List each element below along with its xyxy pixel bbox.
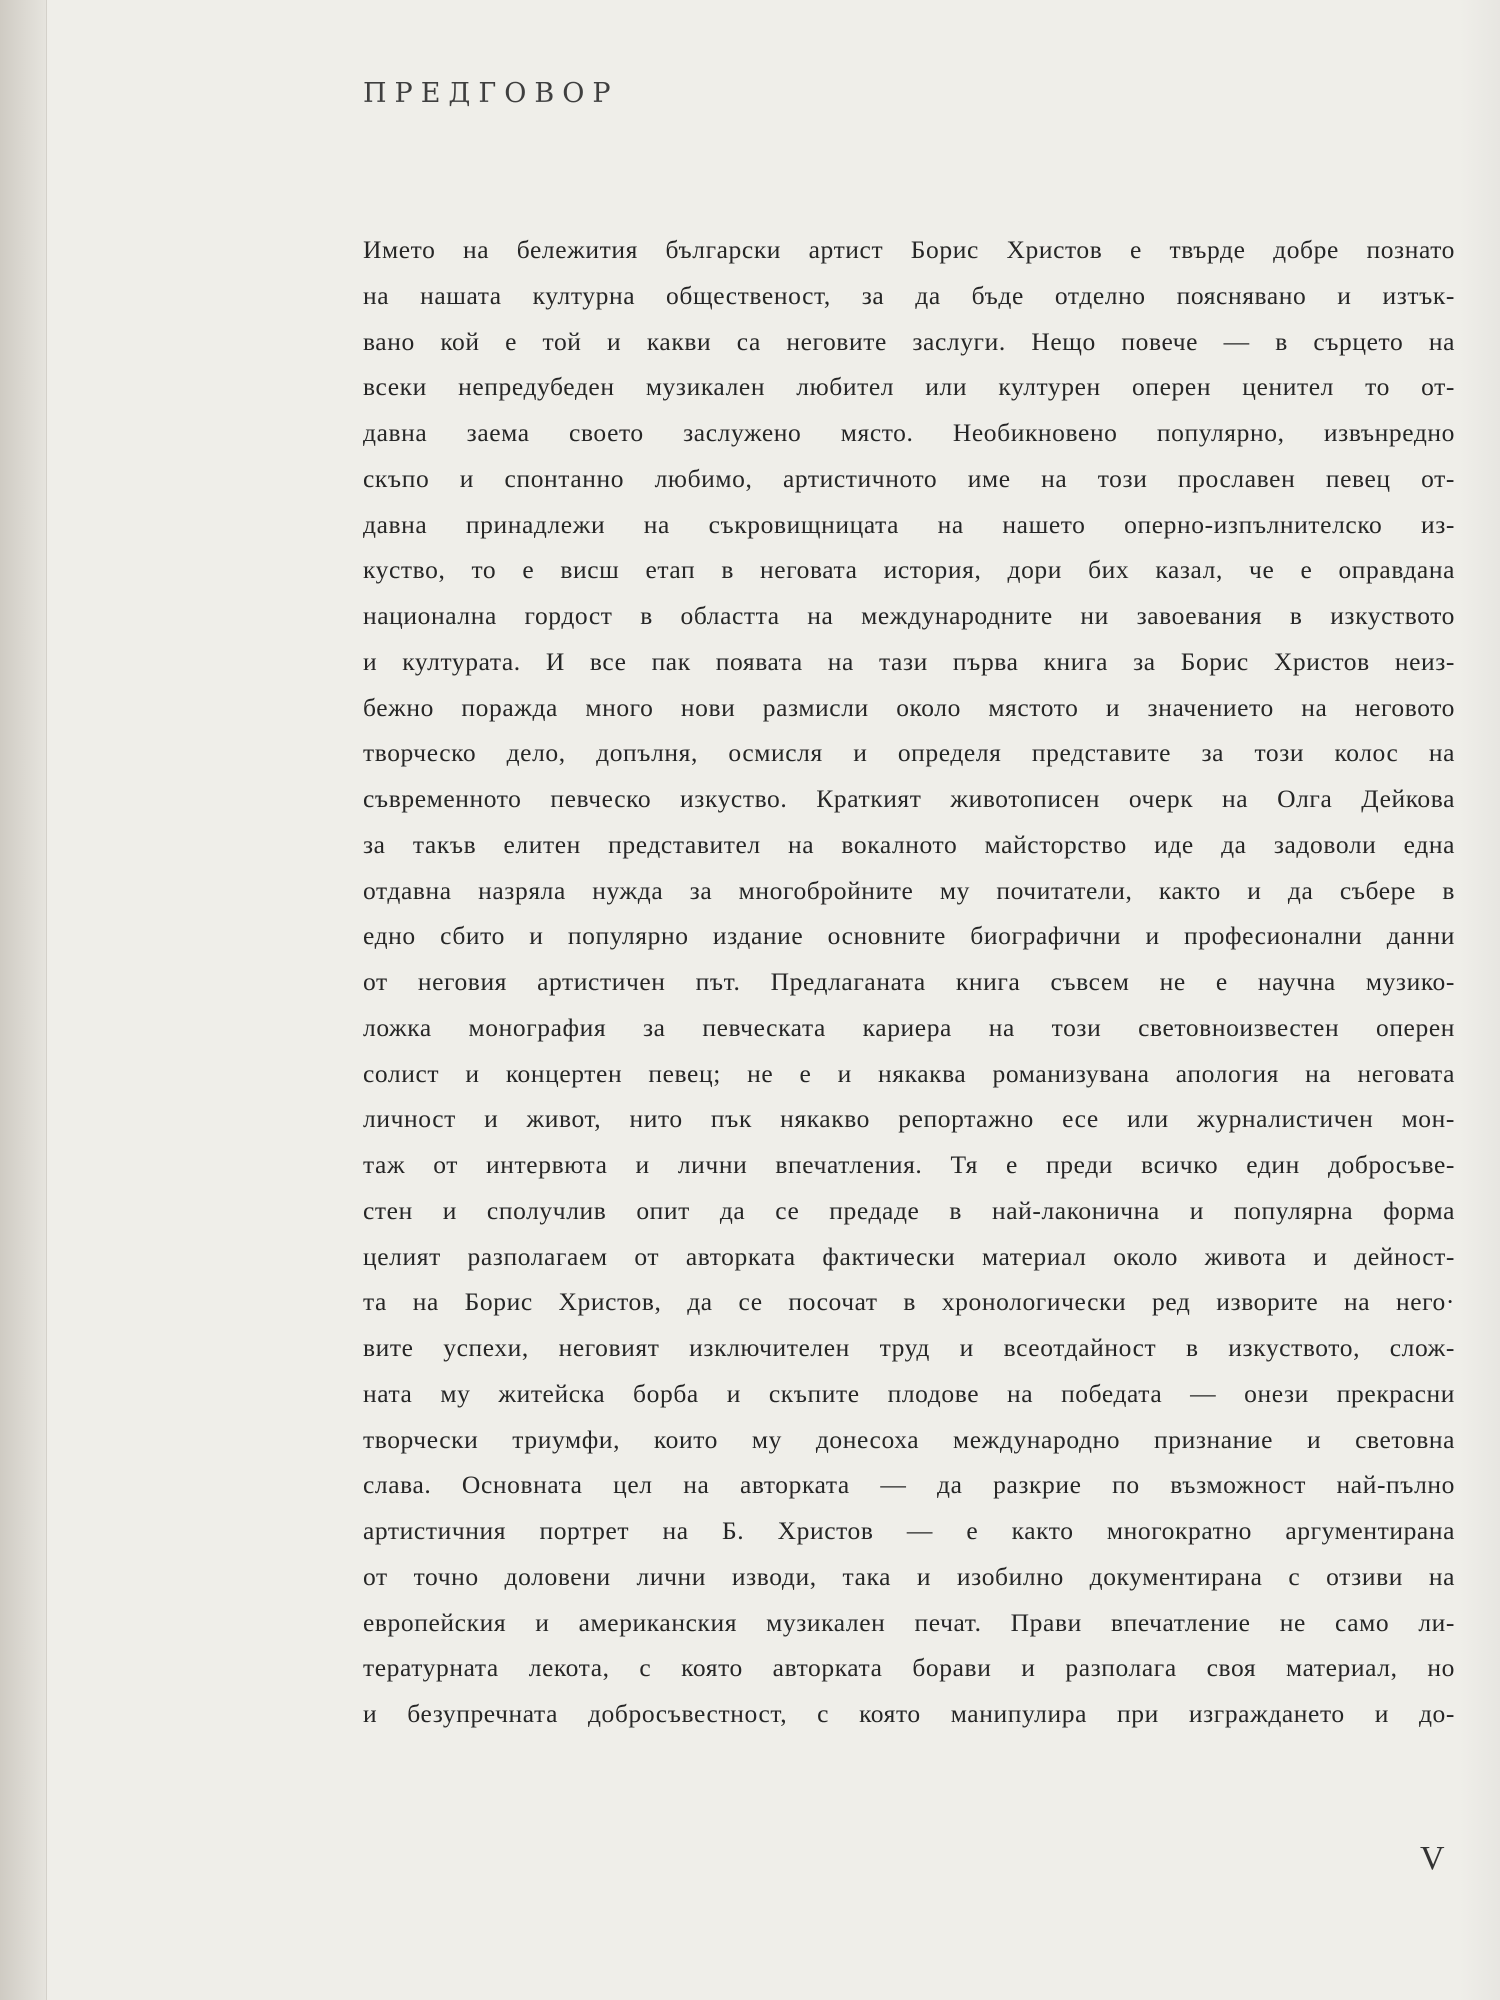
text-line: та на Борис Христов, да се посочат в хронологически ред изворите на него· <box>363 1287 1455 1317</box>
text-line: творчески триумфи, които му донесоха международно признание и световна <box>363 1424 1455 1454</box>
text-line: тературната лекота, с която авторката борави и разполага своя материал, но <box>363 1653 1455 1683</box>
text-line: солист и концертен певец; не е и някаква романизувана апология на неговата <box>363 1058 1455 1088</box>
text-line: вите успехи, неговият изключителен труд и всеотдайност в изкуството, слож- <box>363 1333 1455 1362</box>
text-line: от неговия артистичен път. Предлаганата книга съвсем не е научна музико- <box>363 967 1455 996</box>
text-line: и културата. И все пак появата на тази първа книга за Борис Христов неиз- <box>363 646 1455 676</box>
text-line: стен и сполучлив опит да се предаде в най-лаконична и популярна форма <box>363 1195 1455 1225</box>
text-line: на нашата културна общественост, за да бъде отделно пояснявано и изтък- <box>363 280 1455 310</box>
text-line: европейския и американския музикален печат. Прави впечатление не само ли- <box>363 1607 1455 1637</box>
text-line: давна принадлежи на съкровищницата на нашето оперно-изпълнителско из- <box>363 509 1455 539</box>
text-line: отдавна назряла нужда за многобройните му почитатели, както и да събере в <box>363 875 1455 905</box>
text-line: артистичния портрет на Б. Христов — е както многократно аргументирана <box>363 1516 1455 1545</box>
text-line: скъпо и спонтанно любимо, артистичното име на този прославен певец от- <box>363 463 1455 493</box>
text-line: съвременното певческо изкуство. Краткият животописен очерк на Олга Дейкова <box>363 784 1455 813</box>
text-line: целият разполагаем от авторката фактически материал около живота и дейност- <box>363 1241 1455 1271</box>
text-line: куство, то е висш етап в неговата история, дори бих казал, че е оправдана <box>363 555 1455 585</box>
text-line: и безупречната добросъвестност, с която манипулира при изграждането и до- <box>363 1699 1455 1728</box>
text-line: Името на бележития български артист Борис Христов е твърде добре познато <box>363 235 1455 264</box>
text-line: едно сбито и популярно издание основните биографични и професионални данни <box>363 921 1455 951</box>
text-line: давна заема своето заслужено място. Необикновено популярно, извънредно <box>363 418 1455 447</box>
text-line: вано кой е той и какви са неговите заслуги. Нещо повече — в сърцето на <box>363 326 1455 356</box>
text-line: таж от интервюта и лични впечатления. Тя е преди всичко един добросъве- <box>363 1150 1455 1179</box>
page-number: V <box>1420 1840 1445 1877</box>
preface-body <box>363 227 1455 1737</box>
text-line: творческо дело, допълня, осмисля и определя представите за този колос на <box>363 738 1455 768</box>
text-line: слава. Основната цел на авторката — да разкрие по възможност най-пълно <box>363 1470 1455 1500</box>
text-line: бежно поражда много нови размисли около мястото и значението на неговото <box>363 692 1455 722</box>
text-line: от точно доловени лични изводи, така и изобилно документирана с отзиви на <box>363 1561 1455 1591</box>
text-line: всеки непредубеден музикален любител или културен оперен ценител то от- <box>363 372 1455 402</box>
text-line: ложка монография за певческата кариера на този световноизвестен оперен <box>363 1012 1455 1042</box>
text-line: национална гордост в областта на международните ни завоевания в изкуството <box>363 601 1455 630</box>
text-line: за такъв елитен представител на вокалното майсторство иде да задоволи една <box>363 829 1455 859</box>
text-line: ната му житейска борба и скъпите плодове на победата — онези прекрасни <box>363 1378 1455 1408</box>
page-heading: ПРЕДГОВОР <box>363 78 619 109</box>
text-line: личност и живот, нито пък някакво репортажно есе или журналистичен мон- <box>363 1104 1455 1134</box>
book-gutter <box>0 0 47 2000</box>
